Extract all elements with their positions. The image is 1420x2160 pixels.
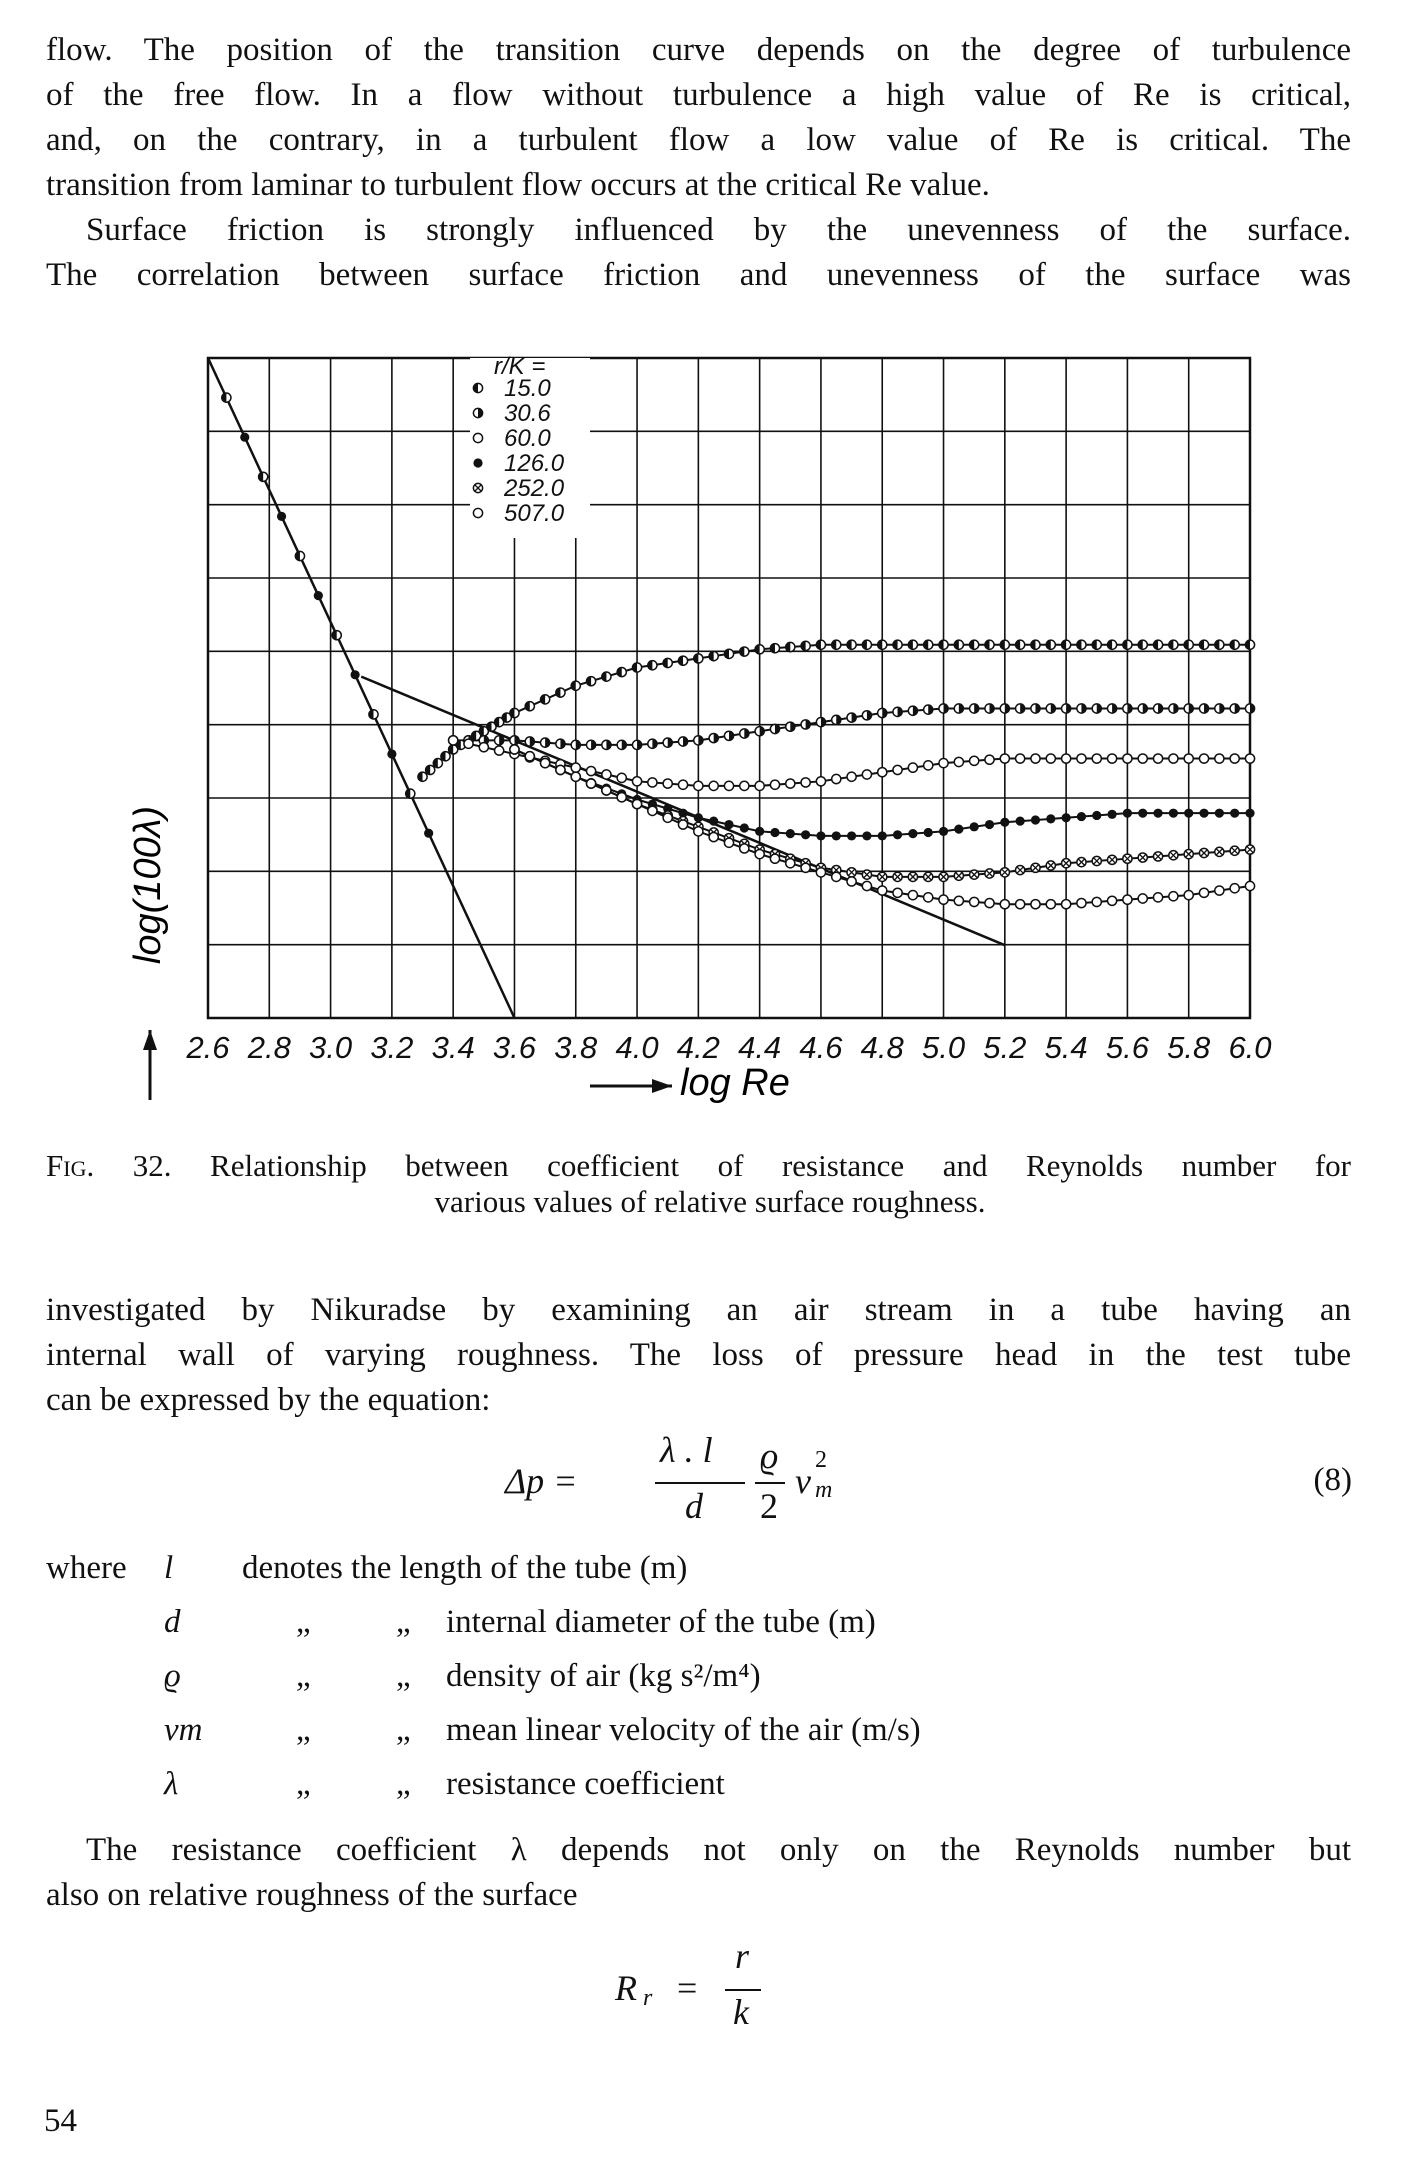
data-point	[709, 817, 718, 826]
page-number: 54	[44, 2103, 77, 2139]
data-point	[709, 781, 718, 790]
x-tick-label: 5.6	[1105, 1030, 1149, 1065]
data-point	[1199, 888, 1208, 897]
data-point	[632, 777, 641, 786]
y-axis-arrowhead	[143, 1030, 157, 1050]
def-text: resistance coefficient	[446, 1766, 725, 1802]
eq-sub-m: m	[815, 1477, 833, 1503]
data-point	[985, 898, 994, 907]
data-point	[908, 829, 917, 838]
data-point	[740, 844, 749, 853]
data-point	[424, 829, 433, 838]
x-tick-label: 5.8	[1167, 1030, 1211, 1065]
def-symbol: d	[164, 1604, 181, 1640]
data-point	[801, 863, 810, 872]
data-point	[893, 765, 902, 774]
ditto-mark: „	[296, 1766, 311, 1802]
figure-label: Fig. 32.	[46, 1148, 172, 1183]
text-line: investigated by Nikuradse by examining an air stream in a tube having an	[46, 1292, 1351, 1328]
y-axis-label: log(100λ)	[127, 805, 169, 965]
data-point	[908, 891, 917, 900]
data-point	[556, 765, 565, 774]
data-point	[1245, 754, 1254, 763]
ditto-mark: „	[296, 1658, 311, 1694]
eq-two: 2	[760, 1486, 778, 1526]
ditto-mark: „	[296, 1604, 311, 1640]
paragraph-3	[46, 1288, 1351, 1423]
x-tick-label: 2.8	[247, 1030, 291, 1065]
data-point	[816, 868, 825, 877]
data-point	[1092, 897, 1101, 906]
data-point	[240, 433, 249, 442]
data-point	[770, 780, 779, 789]
data-point	[1077, 898, 1086, 907]
data-point	[801, 778, 810, 787]
x-tick-label: 4.2	[676, 1030, 720, 1065]
ditto-mark: „	[396, 1766, 411, 1802]
def-symbol: vm	[164, 1712, 203, 1748]
x-tick-label: 3.8	[554, 1030, 598, 1065]
text-line: also on relative roughness of the surface	[46, 1877, 578, 1913]
data-point	[740, 781, 749, 790]
resistance-chart	[0, 340, 1420, 1130]
data-point	[1062, 900, 1071, 909]
data-point	[602, 770, 611, 779]
text-line: and, on the contrary, in a turbulent flow a low value of Re is critical. The	[46, 122, 1351, 158]
def-symbol: ϱ	[164, 1658, 181, 1694]
data-point	[939, 895, 948, 904]
data-point	[862, 831, 871, 840]
data-point	[495, 746, 504, 755]
data-point	[473, 508, 482, 517]
text-line: of the free flow. In a flow without turbulence a high value of Re is critical,	[46, 77, 1351, 113]
data-point	[740, 823, 749, 832]
data-point	[878, 768, 887, 777]
equation-8	[505, 1425, 905, 1535]
data-point	[709, 832, 718, 841]
data-point	[832, 774, 841, 783]
ditto-mark: „	[396, 1712, 411, 1748]
data-point	[525, 752, 534, 761]
data-point	[1153, 754, 1162, 763]
x-tick-label: 4.6	[799, 1030, 843, 1065]
data-point	[724, 838, 733, 847]
data-point	[1230, 754, 1239, 763]
text-line: Surface friction is strongly influenced by the unevenness of the surface.	[86, 212, 1351, 248]
data-point	[314, 591, 323, 600]
data-point	[1230, 809, 1239, 818]
paragraph-2	[46, 208, 1351, 298]
data-point	[847, 831, 856, 840]
data-point	[1046, 814, 1055, 823]
data-point	[1245, 881, 1254, 890]
ditto-mark: „	[396, 1604, 411, 1640]
data-point	[1062, 754, 1071, 763]
data-point	[586, 766, 595, 775]
data-point	[893, 830, 902, 839]
x-tick-label: 2.6	[186, 1030, 230, 1065]
data-point	[1138, 754, 1147, 763]
eq-numerator: λ . l	[660, 1430, 713, 1470]
x-axis-label: log Re	[680, 1062, 790, 1104]
x-tick-label: 6.0	[1228, 1030, 1272, 1065]
data-point	[473, 458, 482, 467]
data-point	[1046, 754, 1055, 763]
data-point	[694, 781, 703, 790]
data-point	[1000, 754, 1009, 763]
data-point	[473, 433, 482, 442]
data-point	[847, 877, 856, 886]
data-point	[1046, 900, 1055, 909]
eq2-numerator: r	[735, 1936, 750, 1976]
def-text: density of air (kg s²/m⁴)	[446, 1658, 761, 1694]
definition-row	[46, 1766, 1346, 1810]
caption-line-2: various values of relative surface roughness.	[434, 1184, 986, 1219]
data-point	[924, 761, 933, 770]
data-point	[878, 886, 887, 895]
data-point	[1184, 809, 1193, 818]
definition-row	[46, 1658, 1346, 1702]
laminar-line	[208, 358, 514, 1018]
data-point	[724, 781, 733, 790]
data-point	[1230, 884, 1239, 893]
figure-caption	[46, 1148, 1351, 1184]
data-point	[663, 779, 672, 788]
data-point	[1245, 809, 1254, 818]
data-point	[1215, 886, 1224, 895]
x-axis-arrowhead	[652, 1079, 672, 1093]
data-point	[678, 820, 687, 829]
data-point	[602, 786, 611, 795]
data-point	[1107, 754, 1116, 763]
equation-number: (8)	[1313, 1462, 1352, 1498]
data-point	[770, 854, 779, 863]
data-point	[648, 806, 657, 815]
data-point	[1031, 754, 1040, 763]
data-point	[954, 896, 963, 905]
fraction-bar	[755, 1482, 785, 1484]
data-point	[985, 755, 994, 764]
plot-frame	[208, 358, 1250, 1018]
data-point	[694, 813, 703, 822]
data-point	[1215, 809, 1224, 818]
data-point	[786, 829, 795, 838]
data-point	[985, 820, 994, 829]
def-text: internal diameter of the tube (m)	[446, 1604, 876, 1640]
data-point	[1199, 754, 1208, 763]
data-point	[1092, 811, 1101, 820]
definition-row	[46, 1550, 1346, 1594]
data-point	[939, 759, 948, 768]
data-point	[571, 763, 580, 772]
chart-lines	[208, 358, 1250, 1018]
data-point	[510, 745, 519, 754]
eq2-denominator: k	[733, 1992, 749, 2032]
eq-denominator: d	[685, 1486, 703, 1526]
caption-line-2-wrap	[0, 1184, 1420, 1220]
data-point	[755, 850, 764, 859]
data-point	[1123, 895, 1132, 904]
data-point	[1138, 809, 1147, 818]
where-label: where	[46, 1550, 127, 1586]
text-line: flow. The position of the transition curve depends on the degree of turbulence	[46, 32, 1351, 68]
def-text: denotes the length of the tube (m)	[242, 1550, 688, 1586]
data-point	[1107, 896, 1116, 905]
data-point	[954, 825, 963, 834]
legend-value: 15.0	[504, 375, 551, 402]
data-point	[1077, 812, 1086, 821]
data-point	[755, 781, 764, 790]
data-point	[893, 888, 902, 897]
data-point	[724, 820, 733, 829]
text-line: transition from laminar to turbulent flow occurs at the critical Re value.	[46, 167, 990, 203]
definition-row	[46, 1604, 1346, 1648]
data-point	[862, 881, 871, 890]
data-point	[617, 773, 626, 782]
data-point	[1184, 754, 1193, 763]
data-point	[351, 670, 360, 679]
data-point	[1092, 754, 1101, 763]
data-point	[464, 739, 473, 748]
data-point	[617, 793, 626, 802]
data-point	[1169, 809, 1178, 818]
legend-value: 126.0	[504, 450, 565, 477]
data-point	[755, 827, 764, 836]
data-point	[970, 822, 979, 831]
data-point	[786, 779, 795, 788]
definition-row	[46, 1712, 1346, 1756]
paragraph-4	[46, 1828, 1351, 1918]
data-point	[1062, 813, 1071, 822]
data-point	[1107, 810, 1116, 819]
data-point	[479, 743, 488, 752]
chart-grid	[208, 358, 1250, 1018]
data-point	[1123, 754, 1132, 763]
data-point	[862, 770, 871, 779]
data-point	[1153, 809, 1162, 818]
legend-value: 507.0	[504, 500, 565, 527]
data-point	[277, 512, 286, 521]
data-point	[878, 831, 887, 840]
data-point	[816, 777, 825, 786]
data-point	[663, 813, 672, 822]
data-point	[449, 736, 458, 745]
eq2-lhs: R	[615, 1968, 637, 2008]
data-point	[1215, 754, 1224, 763]
x-tick-label: 3.2	[370, 1030, 414, 1065]
data-point	[908, 763, 917, 772]
eq-sup-2: 2	[815, 1447, 827, 1473]
data-point	[1000, 900, 1009, 909]
data-point	[1169, 892, 1178, 901]
data-point	[1031, 815, 1040, 824]
x-tick-label: 5.0	[921, 1030, 966, 1065]
x-tick-label: 3.4	[431, 1030, 475, 1065]
data-point	[387, 749, 396, 758]
x-tick-label: 4.4	[738, 1030, 782, 1065]
data-point	[786, 859, 795, 868]
eq-v: v	[795, 1461, 811, 1501]
data-point	[1000, 818, 1009, 827]
data-point	[770, 828, 779, 837]
data-point	[816, 831, 825, 840]
x-tick-label: 5.4	[1044, 1030, 1088, 1065]
data-point	[1031, 900, 1040, 909]
legend-value: 252.0	[504, 475, 565, 502]
data-point	[678, 780, 687, 789]
data-point	[1016, 817, 1025, 826]
def-text: mean linear velocity of the air (m/s)	[446, 1712, 921, 1748]
data-point	[1153, 893, 1162, 902]
fraction-bar	[655, 1482, 745, 1484]
data-point	[954, 757, 963, 766]
data-point	[939, 827, 948, 836]
data-point	[1138, 894, 1147, 903]
legend-value: 60.0	[504, 425, 551, 452]
data-point	[571, 772, 580, 781]
data-point	[924, 893, 933, 902]
data-point	[586, 779, 595, 788]
data-point	[694, 827, 703, 836]
data-point	[1123, 809, 1132, 818]
ditto-mark: „	[296, 1712, 311, 1748]
x-tick-label: 5.2	[983, 1030, 1027, 1065]
data-point	[801, 830, 810, 839]
def-symbol: l	[164, 1550, 174, 1586]
x-tick-labels	[185, 1030, 1271, 1065]
x-tick-label: 3.0	[309, 1030, 353, 1065]
x-tick-label: 4.8	[860, 1030, 904, 1065]
data-point	[1077, 754, 1086, 763]
legend-label: r/K =	[494, 353, 546, 380]
eq2-sub: r	[643, 1985, 653, 2011]
def-symbol: λ	[164, 1766, 179, 1802]
data-point	[832, 872, 841, 881]
data-point	[1016, 754, 1025, 763]
eq-lhs: Δp =	[505, 1461, 578, 1501]
eq-rho: ϱ	[760, 1436, 779, 1476]
ditto-mark: „	[396, 1658, 411, 1694]
data-point	[632, 799, 641, 808]
data-point	[847, 772, 856, 781]
data-point	[648, 778, 657, 787]
data-point	[970, 756, 979, 765]
text-line: internal wall of varying roughness. The loss of pressure head in the test tube	[46, 1337, 1351, 1373]
legend-value: 30.6	[504, 400, 551, 427]
data-point	[832, 831, 841, 840]
eq2-equals: =	[677, 1968, 698, 2008]
caption-line-1: Relationship between coefficient of resistance and Reynolds number for	[210, 1148, 1352, 1183]
chart-legend	[470, 353, 590, 538]
paragraph-1	[46, 28, 1351, 208]
data-point	[924, 828, 933, 837]
data-point	[1169, 754, 1178, 763]
text-line: can be expressed by the equation:	[46, 1382, 491, 1418]
x-tick-label: 4.0	[615, 1030, 659, 1065]
data-point	[1184, 891, 1193, 900]
data-point	[541, 759, 550, 768]
data-point	[1199, 809, 1208, 818]
data-point	[1016, 900, 1025, 909]
text-line: The correlation between surface friction and unevenness of the surface was	[46, 257, 1351, 293]
x-tick-label: 3.6	[492, 1030, 537, 1065]
data-point	[970, 897, 979, 906]
text-line: The resistance coefficient λ depends not only on the Reynolds number but	[86, 1832, 1351, 1868]
equation-relative-roughness	[615, 1935, 795, 2045]
